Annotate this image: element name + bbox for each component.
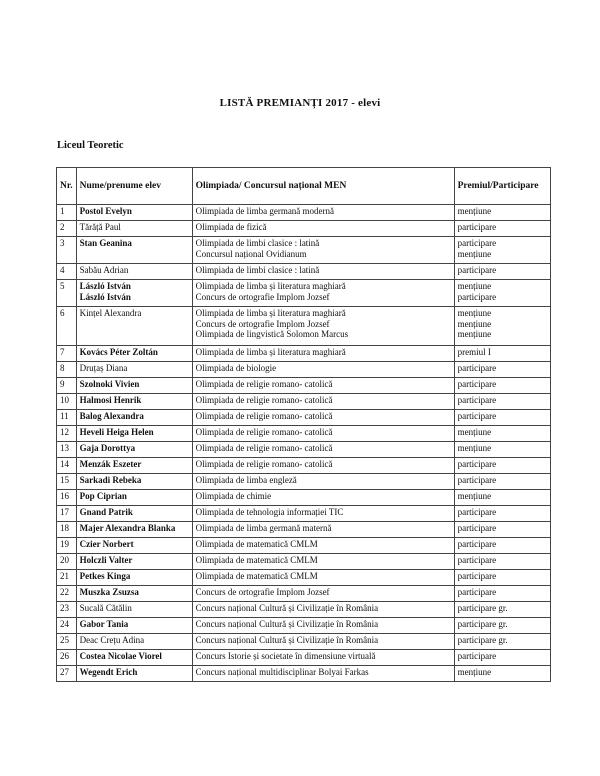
olympiad-name-cell [192,666,454,682]
olympiad-name-cell [192,554,454,570]
result-value: participare [457,395,497,405]
olympiad-name-cell [192,237,454,264]
olympiad-name-cell [192,205,454,221]
row-number: 20 [57,554,77,570]
row-number: 5 [57,280,77,307]
student-name: Pop Ciprian [79,491,127,501]
row-number: 25 [57,634,77,650]
result-value: participare [457,238,497,248]
olympiad-name: Olimpiada de limba engleză [195,475,297,485]
table-row [57,346,551,362]
student-name: Menzák Eszeter [79,459,142,469]
row-number: 18 [57,522,77,538]
olympiad-name: Concurs de ortografie Implom Jozsef [195,587,330,597]
student-name: Czier Norbert [79,539,134,549]
result-value: participare [457,587,497,597]
student-name: Sucală Cătălin [79,603,132,613]
student-name-cell [76,426,192,442]
result-value: participare [457,571,497,581]
result-value: participare gr. [457,603,508,613]
student-name-cell [76,362,192,378]
student-name: Wegendt Erich [79,667,138,677]
table-row [57,378,551,394]
table-row [57,570,551,586]
row-number: 14 [57,458,77,474]
result-value: participare [457,539,497,549]
row-number: 2 [57,221,77,237]
olympiad-name: Concursul național Ovidianum [195,248,307,259]
awards-table [56,167,551,682]
olympiad-name-cell [192,522,454,538]
result-value: mențiune [457,206,492,216]
result-value-cell [454,666,550,682]
olympiad-name: Olimpiada de biologie [195,363,277,373]
table-row [57,554,551,570]
olympiad-name-cell [192,264,454,280]
student-name-cell [76,221,192,237]
result-value: participare [457,555,497,565]
result-value-cell [454,570,550,586]
student-name-cell [76,538,192,554]
olympiad-name: Concurs național multidisciplinar Bolyai Farkas [195,667,369,677]
result-value: participare [457,291,497,302]
student-name-cell [76,264,192,280]
row-number: 15 [57,474,77,490]
result-value: premiul I [457,347,491,357]
student-name-cell [76,586,192,602]
table-row [57,264,551,280]
header-result: Premiul/Participare [454,168,550,205]
olympiad-name-cell [192,650,454,666]
olympiad-name: Olimpiada de matematică CMLM [195,571,318,581]
olympiad-name-cell [192,280,454,307]
result-value-cell [454,394,550,410]
table-row [57,650,551,666]
row-number: 7 [57,346,77,362]
olympiad-name: Concurs național Cultură și Civilizație în România [195,603,379,613]
result-value-cell [454,426,550,442]
student-name-cell [76,474,192,490]
student-name: Kovács Péter Zoltán [79,347,158,357]
olympiad-name: Olimpiada de limbi clasice : latină [195,238,320,248]
result-value-cell [454,506,550,522]
table-header-row [57,168,551,205]
table-row [57,221,551,237]
olympiad-name-cell [192,474,454,490]
student-name: Gnand Patrik [79,507,133,517]
table-row [57,522,551,538]
olympiad-name: Olimpiada de fizică [195,222,267,232]
row-number: 21 [57,570,77,586]
student-name: László István [79,281,131,291]
school-name: Liceul Teoretic [57,140,124,151]
student-name-cell [76,410,192,426]
row-number: 19 [57,538,77,554]
olympiad-name: Olimpiada de limba germană maternă [195,523,332,533]
row-number: 8 [57,362,77,378]
olympiad-name-cell [192,221,454,237]
student-name: Gabor Tania [79,619,129,629]
olympiad-name: Olimpiada de religie romano- catolică [195,443,333,453]
row-number: 17 [57,506,77,522]
page-title: LISTĂ PREMIANȚI 2017 - elevi [219,97,381,109]
student-name: Petkes Kinga [79,571,131,581]
row-number: 16 [57,490,77,506]
student-name-cell [76,205,192,221]
olympiad-name: Olimpiada de limba germană modernă [195,206,335,216]
student-name: Sarkadi Rebeka [79,475,142,485]
result-value: mențiune [457,308,492,318]
result-value-cell [454,237,550,264]
olympiad-name: Olimpiada de religie romano- catolică [195,427,333,437]
table-row [57,442,551,458]
table-row [57,506,551,522]
student-name-cell [76,618,192,634]
student-name-cell [76,602,192,618]
table-row [57,362,551,378]
student-name: Costea Nicolae Viorel [79,651,162,661]
row-number: 4 [57,264,77,280]
result-value-cell [454,362,550,378]
table-row [57,280,551,307]
result-value-cell [454,280,550,307]
olympiad-name: Concurs de ortografie Implom Jozsef [195,291,330,302]
olympiad-name: Olimpiada de religie romano- catolică [195,459,333,469]
table-row [57,538,551,554]
student-name-cell [76,307,192,346]
row-number: 12 [57,426,77,442]
header-name: Nume/prenume elev [76,168,192,205]
student-name-cell [76,442,192,458]
table-row [57,426,551,442]
result-value: participare gr. [457,619,508,629]
olympiad-name: Olimpiada de limba și literatura maghiară [195,308,346,318]
row-number: 3 [57,237,77,264]
result-value: mențiune [457,443,492,453]
olympiad-name-cell [192,458,454,474]
student-name-cell [76,634,192,650]
student-name-cell [76,378,192,394]
student-name: Postol Evelyn [79,206,132,216]
result-value-cell [454,264,550,280]
result-value: mențiune [457,281,492,291]
student-name-cell [76,650,192,666]
result-value: mențiune [457,427,492,437]
student-name-cell [76,237,192,264]
student-name: Balog Alexandra [79,411,144,421]
olympiad-name-cell [192,586,454,602]
row-number: 6 [57,307,77,346]
result-value-cell [454,586,550,602]
olympiad-name: Olimpiada de religie romano- catolică [195,379,333,389]
table-row [57,618,551,634]
result-value: participare [457,523,497,533]
olympiad-name: Olimpiada de chimie [195,491,272,501]
result-value-cell [454,650,550,666]
olympiad-name-cell [192,570,454,586]
result-value-cell [454,554,550,570]
result-value: participare gr. [457,635,508,645]
olympiad-name: Concurs de ortografie Implom Jozsef [195,318,330,329]
result-value: participare [457,379,497,389]
table-row [57,474,551,490]
result-value-cell [454,205,550,221]
student-name: Druțaș Diana [79,363,128,373]
student-name-cell [76,490,192,506]
student-name: Holczli Valter [79,555,133,565]
student-name-cell [76,394,192,410]
olympiad-name-cell [192,634,454,650]
result-value-cell [454,221,550,237]
olympiad-name: Olimpiada de lingvistică Solomon Marcus [195,329,349,339]
result-value-cell [454,634,550,650]
result-value: participare [457,459,497,469]
olympiad-name: Concurs național Cultură și Civilizație în România [195,619,379,629]
table-row [57,410,551,426]
student-name: Muszka Zsuzsa [79,587,139,597]
table-row [57,205,551,221]
row-number: 13 [57,442,77,458]
table-row [57,586,551,602]
row-number: 22 [57,586,77,602]
header-olympiad: Olimpiada/ Concursul național MEN [192,168,454,205]
result-value-cell [454,602,550,618]
row-number: 9 [57,378,77,394]
result-value-cell [454,474,550,490]
olympiad-name-cell [192,394,454,410]
student-name: Deac Crețu Adina [79,635,145,645]
student-name: Halmosi Henrik [79,395,142,405]
olympiad-name: Olimpiada de religie romano- catolică [195,411,333,421]
table-row [57,490,551,506]
result-value-cell [454,378,550,394]
result-value: mențiune [457,248,492,259]
student-name: László István [79,291,131,302]
result-value: mențiune [457,667,492,677]
student-name: Stan Geanina [79,238,132,248]
student-name: Gaja Dorottya [79,443,136,453]
olympiad-name-cell [192,506,454,522]
table-row [57,237,551,264]
result-value-cell [454,346,550,362]
result-value: participare [457,265,497,275]
olympiad-name: Olimpiada de matematică CMLM [195,539,318,549]
result-value-cell [454,490,550,506]
result-value: mențiune [457,318,492,329]
result-value-cell [454,522,550,538]
olympiad-name-cell [192,538,454,554]
result-value: participare [457,651,497,661]
row-number: 1 [57,205,77,221]
olympiad-name: Olimpiada de matematică CMLM [195,555,318,565]
olympiad-name-cell [192,442,454,458]
olympiad-name: Olimpiada de religie romano- catolică [195,395,333,405]
row-number: 26 [57,650,77,666]
student-name: Sabău Adrian [79,265,129,275]
result-value-cell [454,538,550,554]
table-row [57,666,551,682]
result-value-cell [454,307,550,346]
table-row [57,634,551,650]
student-name: Majer Alexandra Blanka [79,523,176,533]
student-name-cell [76,280,192,307]
result-value-cell [454,618,550,634]
row-number: 24 [57,618,77,634]
olympiad-name: Olimpiada de limbi clasice : latină [195,265,320,275]
student-name-cell [76,666,192,682]
result-value: mențiune [457,329,492,339]
student-name-cell [76,346,192,362]
result-value: participare [457,475,497,485]
row-number: 11 [57,410,77,426]
olympiad-name-cell [192,410,454,426]
olympiad-name-cell [192,618,454,634]
student-name-cell [76,570,192,586]
olympiad-name: Concurs Istorie și societate în dimensiune virtuală [195,651,376,661]
olympiad-name-cell [192,378,454,394]
result-value: participare [457,507,497,517]
student-name-cell [76,458,192,474]
olympiad-name-cell [192,602,454,618]
result-value: participare [457,363,497,373]
result-value: mențiune [457,491,492,501]
result-value-cell [454,458,550,474]
table-row [57,307,551,346]
olympiad-name-cell [192,362,454,378]
row-number: 23 [57,602,77,618]
olympiad-name-cell [192,490,454,506]
student-name-cell [76,522,192,538]
olympiad-name: Olimpiada de limba și literatura maghiară [195,281,346,291]
student-name-cell [76,506,192,522]
row-number: 27 [57,666,77,682]
result-value-cell [454,410,550,426]
result-value: participare [457,411,497,421]
olympiad-name-cell [192,307,454,346]
olympiad-name: Concurs național Cultură și Civilizație în România [195,635,379,645]
olympiad-name-cell [192,346,454,362]
table-body [57,205,551,682]
student-name-cell [76,554,192,570]
student-name: Heveli Heiga Helen [79,427,154,437]
student-name: Szolnoki Vivien [79,379,140,389]
table-row [57,458,551,474]
olympiad-name-cell [192,426,454,442]
student-name: Tărăță Paul [79,222,121,232]
table-row [57,394,551,410]
result-value: participare [457,222,497,232]
row-number: 10 [57,394,77,410]
result-value-cell [454,442,550,458]
student-name: Kințel Alexandra [79,308,142,318]
header-nr: Nr. [57,168,77,205]
table-row [57,602,551,618]
olympiad-name: Olimpiada de limba și literatura maghiară [195,347,346,357]
olympiad-name: Olimpiada de tehnologia informației TIC [195,507,344,517]
